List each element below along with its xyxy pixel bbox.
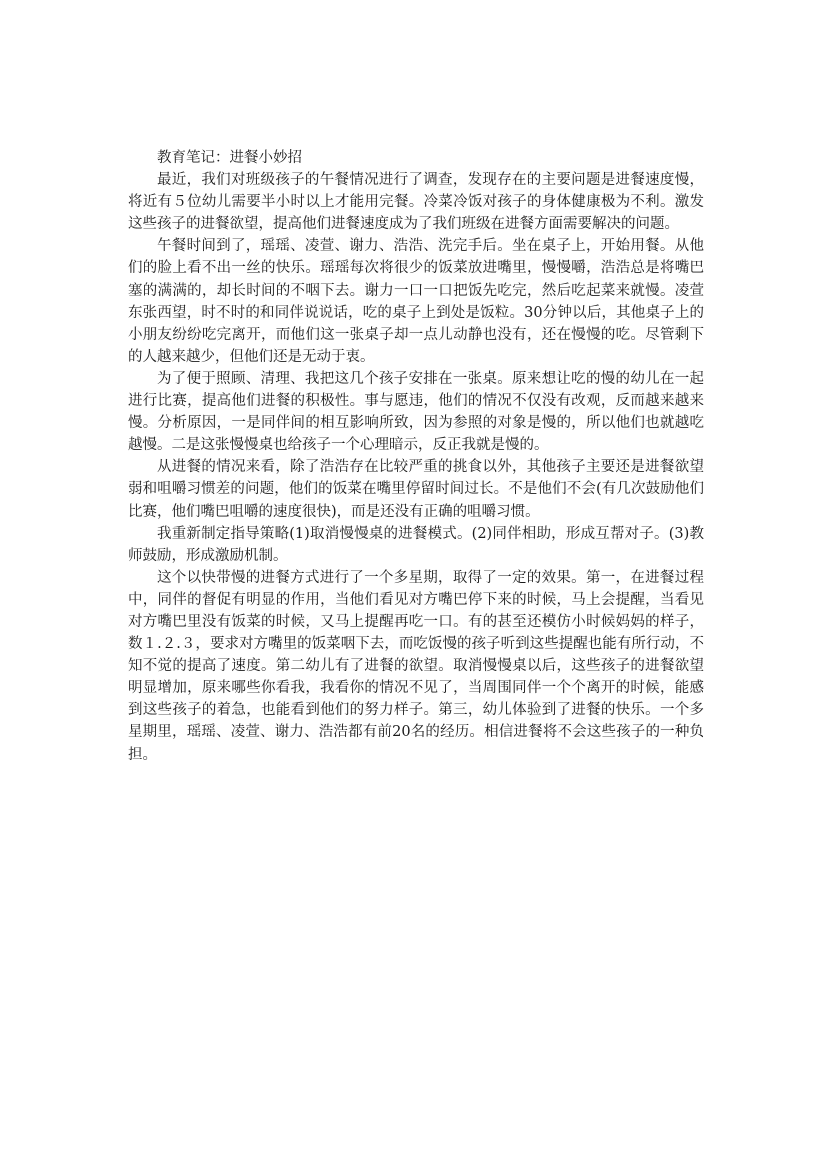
paragraph-1: 最近，我们对班级孩子的午餐情况进行了调查，发现存在的主要问题是进餐速度慢，将近有５位幼儿需要半小时以上才能用完餐。冷菜冷饭对孩子的身体健康极为不利。激发这些孩子的进餐欲望，提高他们进餐速度成为了我们班级在进餐方面需要解决的问题。 — [128, 172, 704, 233]
paragraph-2: 午餐时间到了，瑶瑶、凌萱、谢力、浩浩、洗完手后。坐在桌子上，开始用餐。从他们的脸上看不出一丝的快乐。瑶瑶每次将很少的饭菜放进嘴里，慢慢嚼，浩浩总是将嘴巴塞的满满的，却长时间的不咽下去。谢力一口一口把饭先吃完，然后吃起菜来就慢。凌萱东张西望，时不时的和同伴说说话，吃的桌子上到处是饭粒。30分钟以后，其他桌子上的小朋友纷纷吃完离开，而他们这一张桌子却一点儿动静也没有，还在慢慢的吃。尽管剩下的人越来越少，但他们还是无动于衷。 — [128, 238, 704, 365]
document-body — [128, 147, 704, 766]
paragraph-6: 这个以快带慢的进餐方式进行了一个多星期，取得了一定的效果。第一，在进餐过程中，同伴的督促有明显的作用，当他们看见对方嘴巴停下来的时候，马上会提醒，当看见对方嘴巴里没有饭菜的时候，又马上提醒再吃一口。有的甚至还模仿小时候妈妈的样子，数１.２.３，要求对方嘴里的饭菜咽下去，而吃饭慢的孩子听到这些提醒也能有所行动，不知不觉的提高了速度。第二幼儿有了进餐的欲望。取消慢慢桌以后，这些孩子的进餐欲望明显增加，原来哪些你看我，我看你的情况不见了，当周围同伴一个个离开的时候，能感到这些孩子的着急，也能看到他们的努力样子。第三，幼儿体验到了进餐的快乐。一个多星期里，瑶瑶、凌萱、谢力、浩浩都有前20名的经历。相信进餐将不会这些孩子的一种负担。 — [128, 569, 704, 763]
document-title: 教育笔记：进餐小妙招 — [157, 150, 302, 166]
paragraph-4: 从进餐的情况来看，除了浩浩存在比较严重的挑食以外，其他孩子主要还是进餐欲望弱和咀嚼习惯差的问题，他们的饭菜在嘴里停留时间过长。不是他们不会(有几次鼓励他们比赛，他们嘴巴咀嚼的速度很快)，而是还没有正确的咀嚼习惯。 — [128, 459, 704, 520]
paragraph-5: 我重新制定指导策略(1)取消慢慢桌的进餐模式。(2)同伴相助，形成互帮对子。(3)教师鼓励，形成激励机制。 — [128, 525, 704, 564]
paragraph-3: 为了便于照顾、清理、我把这几个孩子安排在一张桌。原来想让吃的慢的幼儿在一起进行比赛，提高他们进餐的积极性。事与愿违，他们的情况不仅没有改观，反而越来越来慢。分析原因，一是同伴间的相互影响所致，因为参照的对象是慢的，所以他们也就越吃越慢。二是这张慢慢桌也给孩子一个心理暗示，反正我就是慢的。 — [128, 370, 704, 454]
